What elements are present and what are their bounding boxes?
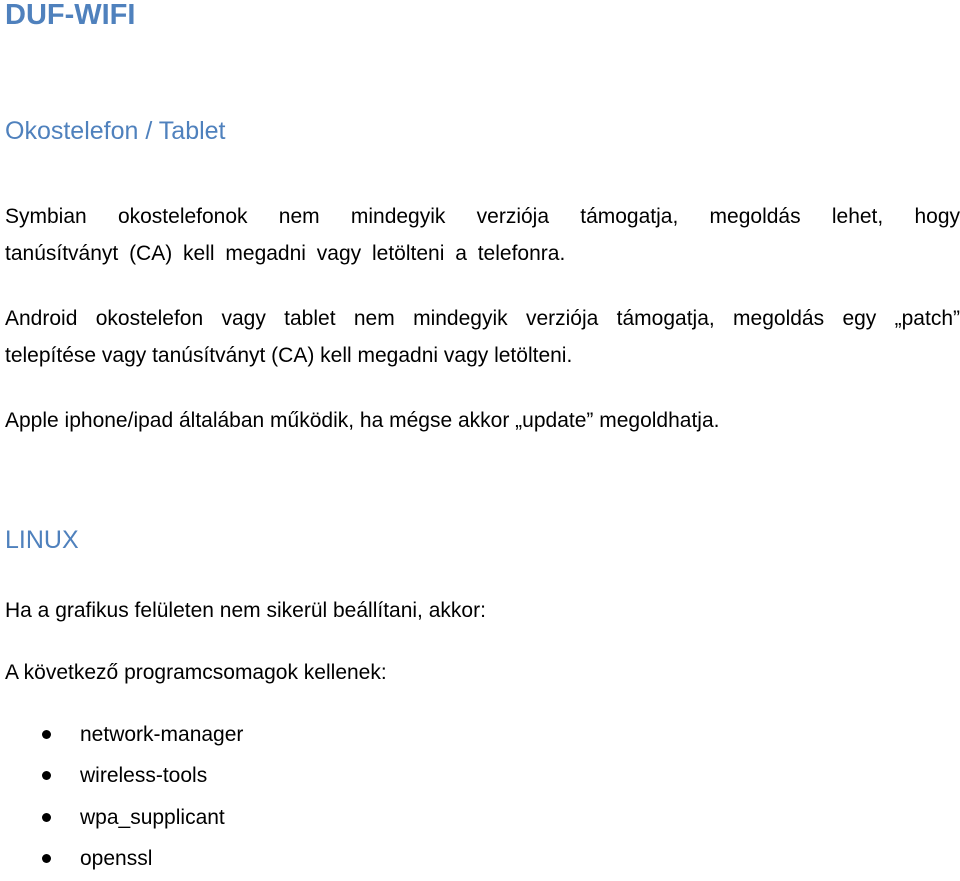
- list-item: [0, 799, 243, 840]
- package-name: wpa_supplicant: [80, 805, 225, 829]
- heading-okostelefon-tablet: Okostelefon / Tablet: [5, 117, 226, 145]
- bullet-icon: [42, 771, 51, 780]
- heading-linux: LINUX: [5, 526, 79, 554]
- paragraph-android: [5, 300, 960, 374]
- bullet-icon: [42, 813, 51, 822]
- bullet-icon: [42, 730, 51, 739]
- paragraph-symbian: [5, 198, 960, 272]
- document-title: DUF-WIFI: [5, 0, 136, 31]
- package-list: [0, 716, 243, 881]
- package-name: openssl: [80, 846, 153, 870]
- paragraph-apple: Apple iphone/ipad általában működik, ha mégse akkor „update” megoldhatja.: [5, 409, 720, 432]
- package-name: wireless-tools: [80, 764, 208, 788]
- paragraph-linux-intro: Ha a grafikus felületen nem sikerül beállítani, akkor:: [5, 599, 486, 622]
- bullet-icon: [42, 854, 51, 863]
- package-name: network-manager: [80, 723, 244, 746]
- paragraph-packages-intro: A következő programcsomagok kellenek:: [5, 661, 387, 684]
- paragraph-android-line-2: telepítése vagy tanúsítványt (CA) kell megadni vagy letölteni.: [5, 344, 573, 367]
- paragraph-symbian-line-1: Symbian okostelefonok nem mindegyik verziója támogatja, megoldás lehet, hogy: [5, 205, 960, 228]
- list-item: [0, 716, 243, 757]
- paragraph-symbian-line-2: tanúsítványt (CA) kell megadni vagy letölteni a telefonra.: [5, 242, 566, 265]
- paragraph-android-line-1: Android okostelefon vagy tablet nem mindegyik verziója támogatja, megoldás egy „patch”: [5, 307, 960, 330]
- list-item: [0, 757, 243, 798]
